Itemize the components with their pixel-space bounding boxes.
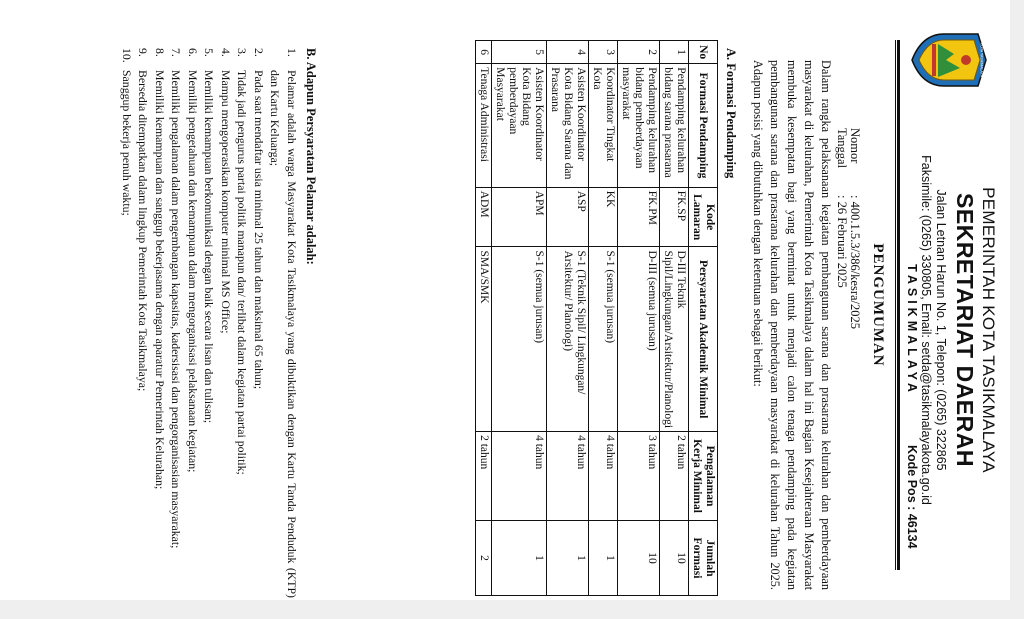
logo-text: KOTA TASIKMALAYA [979, 42, 984, 78]
header-government: PEMERINTAH KOTA TASIKMALAYA [979, 187, 998, 473]
cell-pengalaman: 4 tahun [547, 432, 589, 521]
nomor-value: : 400.1.5.3/386/kesra/2025 [848, 195, 862, 330]
cell-no: 2 [618, 41, 660, 64]
cell-no: 3 [589, 41, 618, 64]
item-text: Memiliki pengalaman dalam pengembangan kapasitas, kadersisasi dan pengorganisasian masyarakat; [169, 70, 184, 549]
item-number: 7. [169, 48, 184, 57]
cell-akademik: D-III (semua jurusan) [618, 247, 660, 432]
item-number: 10. [120, 48, 134, 63]
list-item [234, 48, 251, 598]
header-address: Jalan Letnan Harun No. 1, Telepon: (0265) 322865 [934, 189, 948, 471]
item-text: Mampu mengoperasikan komputer minimal MS Office; [219, 70, 233, 334]
item-text: Memiliki kemampuan dan sanggup bekerjasama dengan aparatur Pemerintah Kelurahan; [153, 70, 167, 490]
cell-akademik: S-1 (Teknik Sipil/ Lingkungan/ Arsitektur/ Planologi) [547, 247, 589, 432]
header-secretariat: SEKRETARIAT DAERAH [952, 193, 978, 467]
table-row [660, 41, 689, 596]
city-emblem-logo [910, 30, 988, 90]
list-item [168, 48, 185, 598]
list-item [201, 48, 218, 598]
list-item [218, 48, 235, 598]
cell-formasi: Asisten Koordinator Kota Bidang Sarana dan Prasarana [547, 64, 589, 187]
section-a-title: A. Formasi Pendamping [724, 48, 738, 179]
header-postal [905, 445, 919, 560]
item-text: Bersedia ditempatkan dalam lingkup Pemerintah Kota Tasikmalaya; [136, 70, 151, 392]
item-text: Tidak jadi pengurus partai politik manapun dan/ terlibat dalam kegiatan partai politik; [235, 70, 250, 475]
cell-akademik: SMA/SMK [476, 247, 492, 432]
cell-kode: FK.SP [660, 187, 689, 247]
item-number: 3. [235, 48, 250, 57]
item-text: Sanggup bekerja penuh waktu; [120, 70, 134, 216]
header-fax-email: Faksimile: (0265) 330805, Email: setda@tasikmalayakota.go.id [919, 155, 933, 505]
cell-formasi: Pendamping kelurahan bidang pemberdayaan masyarakat [618, 64, 660, 187]
cell-jumlah: 10 [660, 520, 689, 595]
cell-pengalaman: 2 tahun [660, 432, 689, 521]
cell-formasi: Pendamping kelurahan bidang sarana prasarana [660, 64, 689, 187]
table-row [492, 41, 547, 596]
cell-akademik: S-1 (semua jurusan) [492, 247, 547, 432]
postal-label: Kode Pos [905, 445, 919, 503]
item-number: 5. [202, 48, 217, 57]
cell-formasi: Tenaga Administrasi [476, 64, 492, 187]
list-item [152, 48, 169, 598]
cell-jumlah: 1 [547, 520, 589, 595]
table-row [618, 41, 660, 596]
item-number: 4. [219, 48, 233, 57]
announcement-title: PENGUMUMAN [870, 243, 886, 367]
item-number: 1. [285, 48, 299, 57]
item-text: Pada saat mendaftar usia minimal 25 tahun dan maksimal 65 tahun; [252, 70, 266, 390]
cell-kode: APM [492, 187, 547, 247]
cell-no: 4 [547, 41, 589, 64]
list-item [251, 48, 268, 598]
cell-formasi: Asisten Koordinator Kota Bidang pemberdayaan Masyarakat [492, 64, 547, 187]
item-number: 8. [153, 48, 167, 57]
cell-kode: KK [589, 187, 618, 247]
header-rule-thick [897, 40, 900, 570]
table-header-row [689, 41, 718, 596]
formation-table [475, 40, 718, 596]
col-header-no: No [689, 41, 718, 64]
col-header-akademik: Persyaratan Akademik Minimal [689, 247, 718, 432]
col-header-kode: Kode Lamaran [689, 187, 718, 247]
header-rule-thin [895, 40, 896, 570]
cell-jumlah: 1 [492, 520, 547, 595]
cell-no: 1 [660, 41, 689, 64]
tanggal-value: : 26 Februari 2025 [835, 195, 849, 288]
cell-pengalaman: 2 tahun [476, 432, 492, 521]
item-text: Memiliki pengetahuan dan kemampuan dalam mengorganisasi pelaksanaan kegiatan; [186, 70, 200, 473]
list-item [185, 48, 202, 598]
list-item [267, 48, 300, 598]
col-header-jumlah: Jumlah Formasi [689, 520, 718, 595]
cell-akademik: D-III Teknik Sipil/Lingkungan/Arsitektur/Planologi [660, 247, 689, 432]
cell-pengalaman: 3 tahun [618, 432, 660, 521]
list-item [135, 48, 152, 598]
intro-paragraph: Dalam rangka pelaksanaan kegiatan pembangunan sarana dan prasarana kelurahan dan pemberdayaan masyarakat di kelurahan, Pemerintah Kota Tasikmalaya dalam hal ini Bagian Kesejahteraan Masyarakat membuka kesempatan bagi yang berminat untuk menjadi calon tenaga pendamping pada kegiatan pembangunan sarana dan prasarana kelurahan dan pemberdayaan masyarakat di kelurahan Tahun 2025. Adapun posisi yang dibutuhkan dengan ketentuan sebagai berikut: [751, 60, 833, 590]
nomor-label: Nomor [848, 128, 862, 164]
cell-jumlah: 10 [618, 520, 660, 595]
cell-jumlah: 2 [476, 520, 492, 595]
cell-no: 5 [492, 41, 547, 64]
postal-code: : 46134 [905, 506, 919, 549]
table-row [476, 41, 492, 596]
cell-akademik: S-1 (semua jurusan) [589, 247, 618, 432]
cell-kode: ADM [476, 187, 492, 247]
item-text: Pelamar adalah warga Masyarakat Kota Tasikmalaya yang dibuktikan dengan Kartu Tanda Penduduk (KTP) dan Kartu Keluarga; [268, 70, 299, 598]
cell-kode: ASP [547, 187, 589, 247]
table-row [547, 41, 589, 596]
item-number: 2. [252, 48, 266, 57]
requirements-list [119, 48, 301, 598]
list-item [119, 48, 136, 598]
item-text: Memiliki kemampuan berkomunikasi dengan baik secara lisan dan tulisan; [202, 70, 217, 424]
cell-no: 6 [476, 41, 492, 64]
item-number: 6. [186, 48, 200, 57]
item-number: 9. [136, 48, 151, 57]
cell-kode: FK.PM [618, 187, 660, 247]
cell-formasi: Koordinator Tingkat Kota [589, 64, 618, 187]
cell-jumlah: 1 [589, 520, 618, 595]
cell-pengalaman: 4 tahun [589, 432, 618, 521]
header-city: TASIKMALAYA [905, 264, 919, 396]
section-b-title: B. Adapun Persyaratan Pelamar adalah: [304, 48, 318, 265]
tanggal-label: Tanggal [835, 128, 849, 169]
table-row [589, 41, 618, 596]
col-header-formasi: Formasi Pendamping [689, 64, 718, 187]
col-header-pengalaman: Pengalaman Kerja Minimal [689, 432, 718, 521]
cell-pengalaman: 4 tahun [492, 432, 547, 521]
